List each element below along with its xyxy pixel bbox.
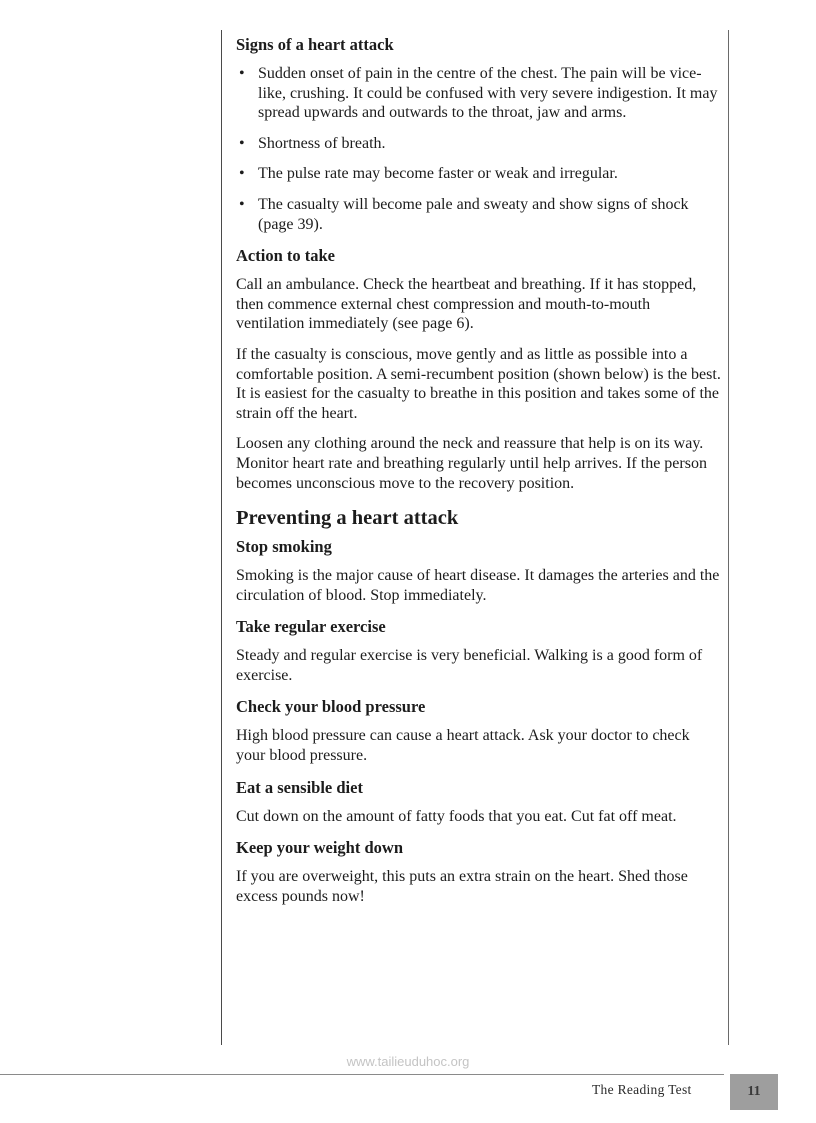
- signs-heading: Signs of a heart attack: [236, 35, 394, 54]
- action-heading: Action to take: [236, 246, 335, 266]
- weight-heading: Keep your weight down: [236, 838, 403, 858]
- list-item: [236, 134, 722, 154]
- list-item-text: Shortness of breath.: [258, 134, 386, 152]
- list-item: [236, 195, 722, 234]
- left-margin-rule: [221, 30, 222, 1045]
- weight-text: If you are overweight, this puts an extra strain on the heart. Shed those excess pounds now!: [236, 868, 688, 905]
- article-content: [236, 34, 722, 917]
- signs-list: [236, 64, 722, 234]
- running-footer: The Reading Test: [592, 1082, 692, 1097]
- preventing-heading: Preventing a heart attack: [236, 507, 459, 530]
- action-paragraph: Loosen any clothing around the neck and reassure that help is on its way. Monitor heart rate and breathing regularly until help arrives. If the person becomes unconscious move to the recovery position.: [236, 435, 707, 492]
- bullet-icon: •: [239, 134, 245, 152]
- watermark: www.tailieuduhoc.org: [346, 1054, 470, 1069]
- stop-smoking-text: Smoking is the major cause of heart disease. It damages the arteries and the circulation of blood. Stop immediately.: [236, 567, 720, 604]
- blood-pressure-text: High blood pressure can cause a heart attack. Ask your doctor to check your blood pressure.: [236, 727, 690, 765]
- exercise-text: Steady and regular exercise is very beneficial. Walking is a good form of exercise.: [236, 647, 703, 684]
- action-paragraph: If the casualty is conscious, move gently and as little as possible into a comfortable position. A semi-recumbent position (shown below) is the best. It is easiest for the casualty to breathe in this position and takes some of the strain off the heart.: [236, 345, 721, 422]
- page-number: 11: [730, 1074, 778, 1110]
- list-item-text: The pulse rate may become faster or weak and irregular.: [258, 165, 618, 183]
- list-item-text: Sudden onset of pain in the centre of the chest. The pain will be vice-like, crushing. It could be confused with very severe indigestion. It may spread upwards and outwards to the throat, jaw and arms.: [258, 65, 718, 122]
- diet-heading: Eat a sensible diet: [236, 777, 363, 797]
- action-paragraph: Call an ambulance. Check the heartbeat and breathing. If it has stopped, then commence external chest compression and mouth-to-mouth ventilation immediately (see page 6).: [236, 276, 697, 333]
- list-item: [236, 64, 722, 123]
- list-item: [236, 164, 722, 184]
- bullet-icon: •: [239, 65, 245, 82]
- blood-pressure-heading: Check your blood pressure: [236, 697, 426, 717]
- diet-text: Cut down on the amount of fatty foods that you eat. Cut fat off meat.: [236, 807, 677, 825]
- bullet-icon: •: [239, 195, 245, 213]
- exercise-heading: Take regular exercise: [236, 617, 386, 637]
- bullet-icon: •: [239, 165, 245, 183]
- footer-divider: [0, 1074, 724, 1075]
- stop-smoking-heading: Stop smoking: [236, 537, 332, 557]
- list-item-text: The casualty will become pale and sweaty and show signs of shock (page 39).: [258, 195, 689, 233]
- right-margin-rule: [728, 30, 729, 1045]
